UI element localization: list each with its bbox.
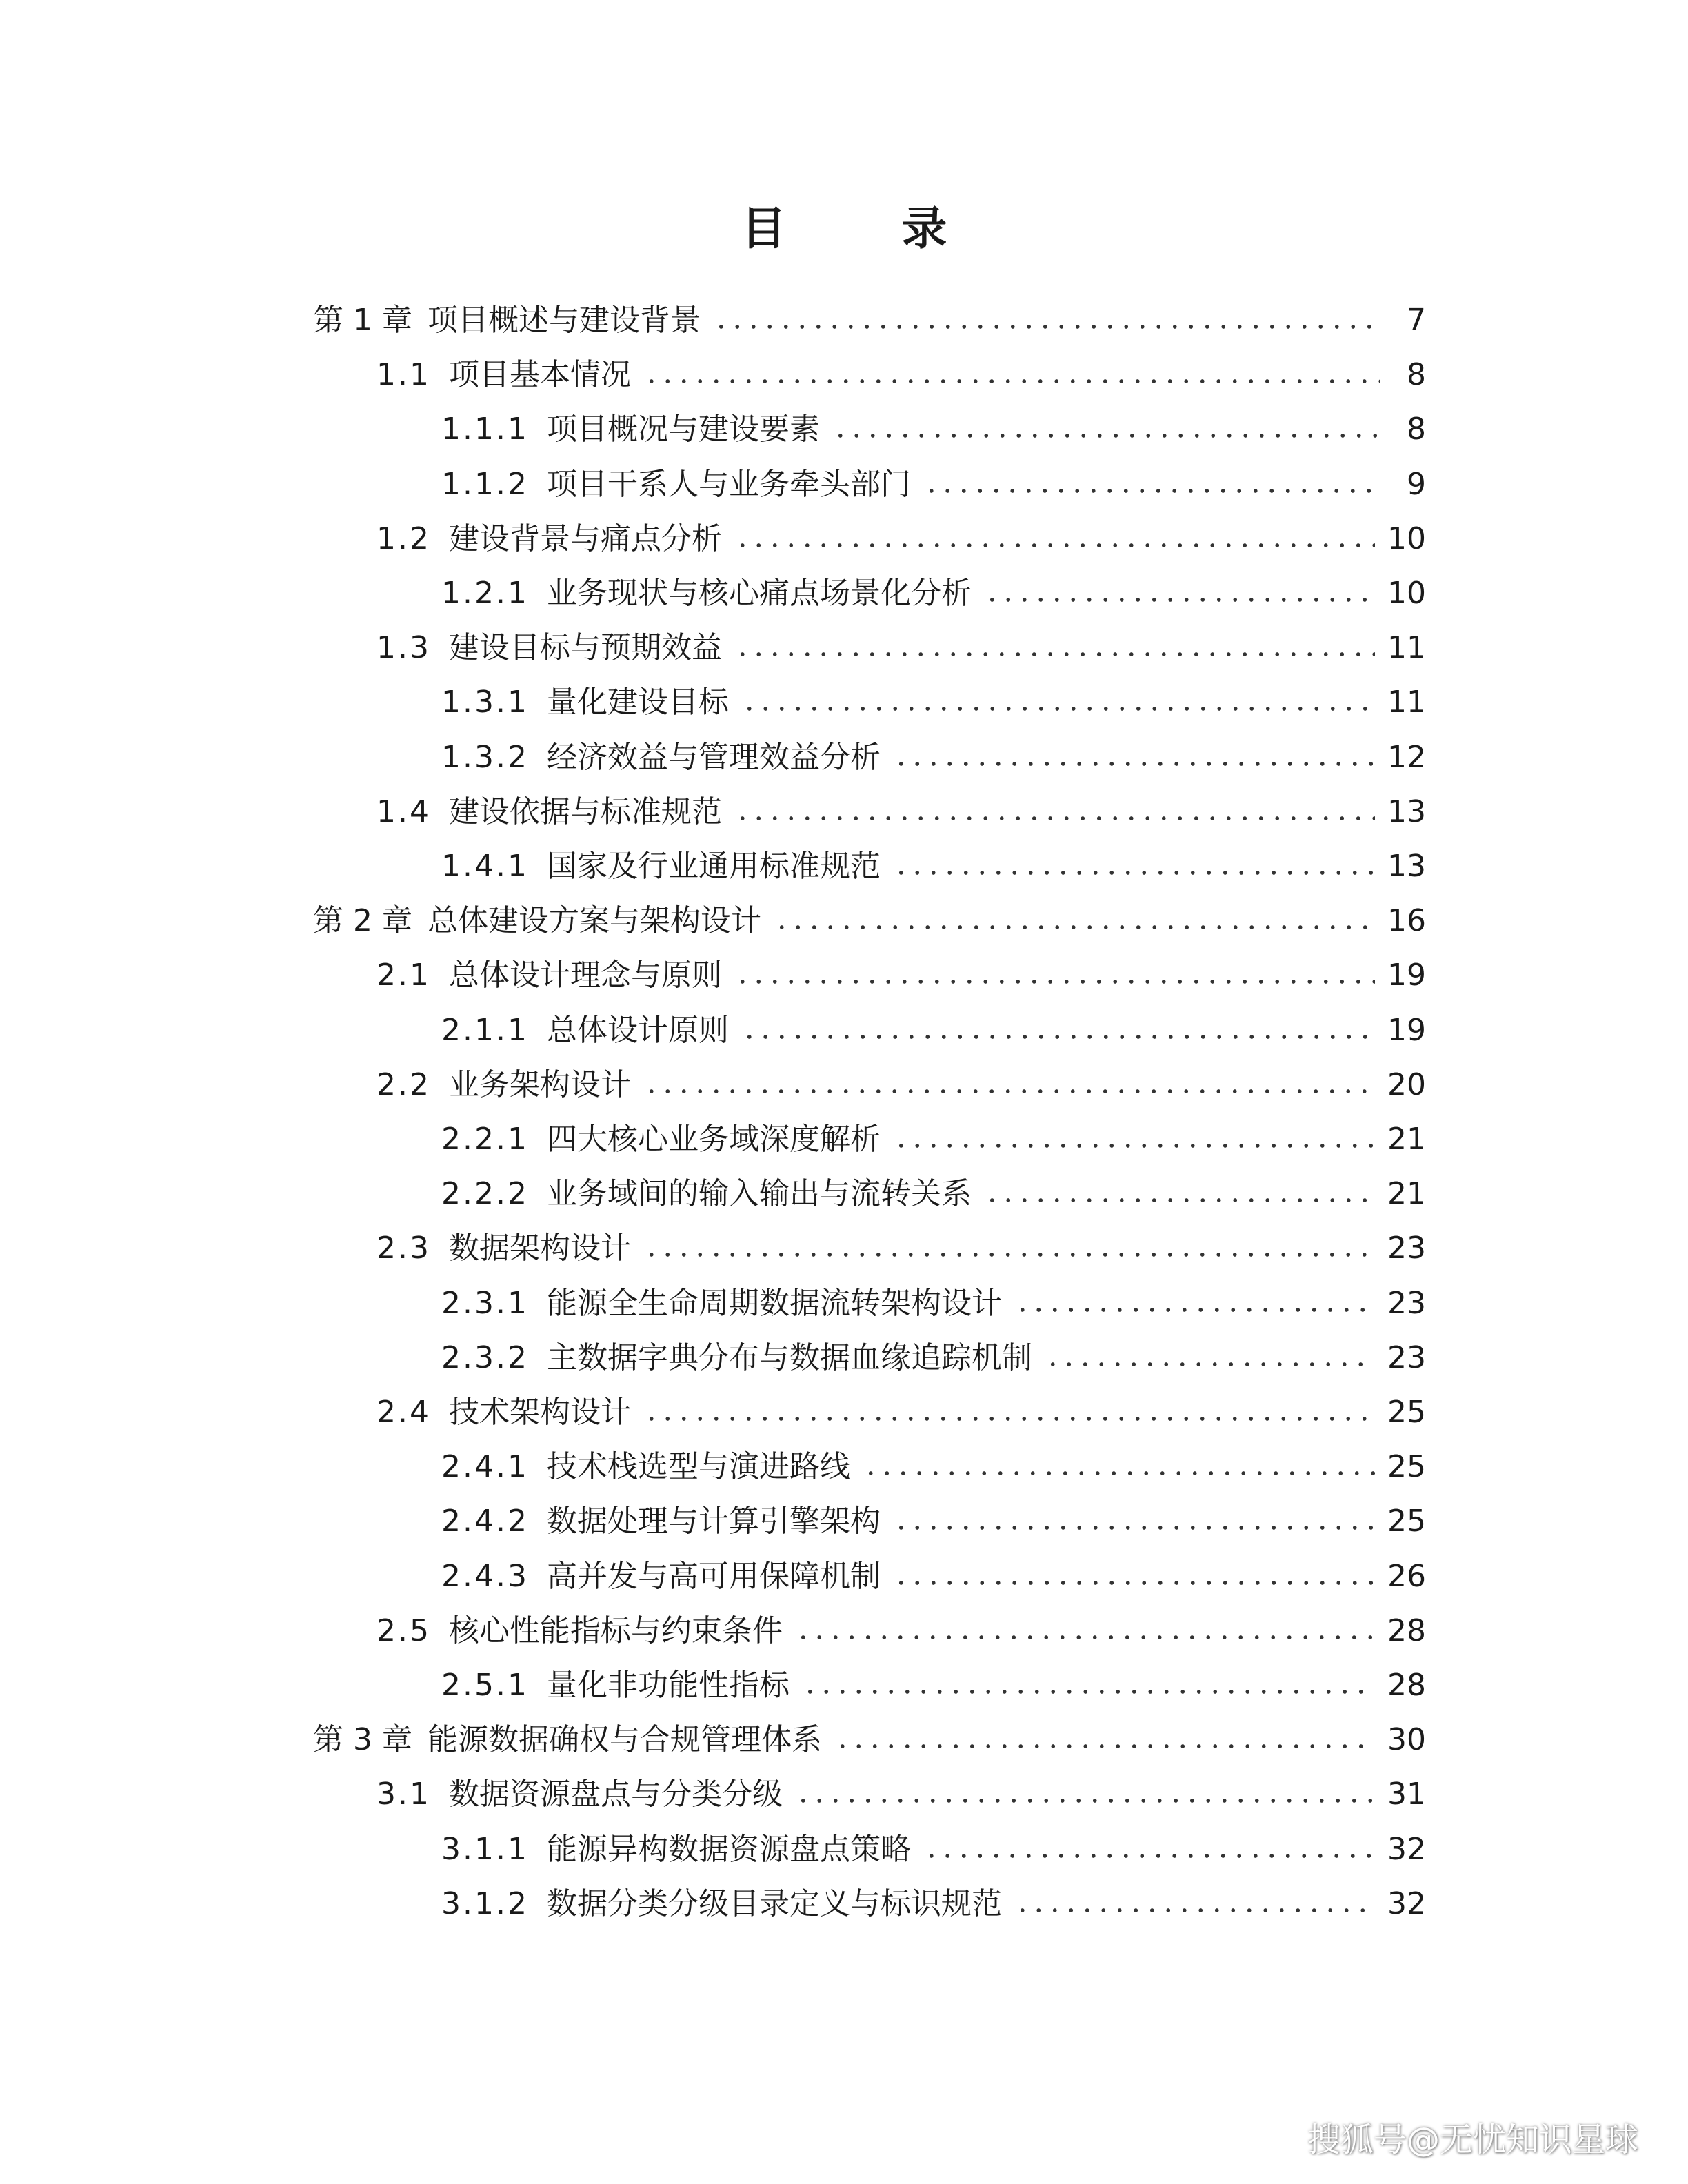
toc-entry-number: 2.4.1	[441, 1449, 529, 1485]
toc-entry-page-number: 13	[1387, 849, 1426, 884]
toc-entry-number: 2.5.1	[441, 1668, 529, 1703]
toc-entry-page-number: 25	[1387, 1449, 1426, 1485]
toc-entry-number: 第 1 章	[313, 303, 412, 338]
toc-dot-leader	[832, 433, 1380, 438]
toc-entry[interactable]	[376, 624, 1426, 672]
toc-dot-leader	[795, 1635, 1375, 1640]
toc-entry[interactable]	[376, 951, 1426, 1000]
toc-dot-leader	[643, 378, 1380, 384]
toc-entry-title: 能源全生命周期数据流转架构设计	[546, 1285, 1002, 1321]
toc-entry-number: 1.4.1	[441, 849, 529, 884]
toc-entry-page-number: 8	[1407, 357, 1426, 393]
toc-dot-leader	[795, 1798, 1375, 1803]
toc-entry[interactable]	[441, 842, 1426, 891]
toc-entry[interactable]	[441, 1661, 1426, 1710]
toc-entry-number: 2.2.1	[441, 1122, 529, 1157]
toc-dot-leader	[923, 1853, 1375, 1859]
toc-entry-title: 业务现状与核心痛点场景化分析	[546, 576, 972, 611]
toc-entry-title: 总体设计原则	[546, 1012, 729, 1048]
toc-entry-number: 2.1	[376, 958, 431, 993]
toc-entry[interactable]	[313, 296, 1426, 345]
toc-entry-title: 量化非功能性指标	[546, 1668, 790, 1703]
toc-entry-number: 2.4	[376, 1395, 431, 1430]
toc-dot-leader	[741, 1034, 1375, 1040]
toc-entry-number: 2.5	[376, 1612, 431, 1648]
toc-entry-page-number: 23	[1387, 1339, 1426, 1375]
toc-dot-leader	[1045, 1362, 1375, 1367]
toc-entry-title: 四大核心业务域深度解析	[546, 1122, 881, 1157]
toc-entry-number: 1.3	[376, 630, 431, 666]
toc-entry-number: 2.3	[376, 1231, 431, 1266]
toc-entry[interactable]	[441, 1553, 1426, 1601]
toc-dot-leader	[741, 706, 1375, 711]
toc-entry[interactable]	[376, 1770, 1426, 1819]
toc-entry-title: 主数据字典分布与数据血缘追踪机制	[546, 1339, 1032, 1375]
toc-entry[interactable]	[441, 1334, 1426, 1382]
toc-entry[interactable]	[376, 351, 1426, 399]
toc-entry-page-number: 10	[1387, 520, 1426, 556]
toc-entry-page-number: 28	[1387, 1612, 1426, 1648]
toc-dot-leader	[643, 1252, 1375, 1257]
toc-entry[interactable]	[441, 461, 1426, 509]
toc-entry-page-number: 19	[1387, 958, 1426, 993]
toc-entry-title: 总体建设方案与架构设计	[427, 903, 761, 939]
toc-dot-leader	[734, 816, 1375, 821]
toc-entry-title: 数据处理与计算引擎架构	[546, 1504, 881, 1539]
page-title: 目 录	[741, 202, 997, 255]
toc-entry-number: 2.4.3	[441, 1558, 529, 1594]
toc-entry[interactable]	[441, 1497, 1426, 1546]
toc-entry-number: 2.4.2	[441, 1504, 529, 1539]
toc-dot-leader	[734, 543, 1375, 548]
toc-entry-title: 项目概述与建设背景	[427, 303, 701, 338]
toc-entry-title: 总体设计理念与原则	[448, 958, 722, 993]
toc-entry-title: 技术架构设计	[448, 1395, 631, 1430]
toc-entry[interactable]	[376, 1388, 1426, 1437]
toc-dot-leader	[1014, 1307, 1375, 1313]
toc-entry-page-number: 11	[1387, 685, 1426, 720]
toc-entry[interactable]	[376, 1224, 1426, 1273]
toc-dot-leader	[863, 1470, 1375, 1476]
toc-entry[interactable]	[441, 1880, 1426, 1928]
toc-entry-page-number: 21	[1387, 1122, 1426, 1157]
toc-entry-page-number: 23	[1387, 1285, 1426, 1321]
toc-dot-leader	[923, 488, 1380, 494]
toc-entry-title: 国家及行业通用标准规范	[546, 849, 881, 884]
toc-entry-number: 第 3 章	[313, 1722, 412, 1758]
toc-entry-page-number: 23	[1387, 1231, 1426, 1266]
toc-entry-number: 2.3.2	[441, 1339, 529, 1375]
toc-entry-number: 2.2	[376, 1066, 431, 1102]
toc-entry-page-number: 19	[1387, 1012, 1426, 1048]
toc-dot-leader	[893, 761, 1375, 767]
toc-dot-leader	[893, 870, 1375, 876]
toc-entry-title: 高并发与高可用保障机制	[546, 1558, 881, 1594]
toc-entry-number: 2.2.2	[441, 1176, 529, 1212]
toc-dot-leader	[893, 1525, 1375, 1530]
toc-entry-title: 经济效益与管理效益分析	[546, 739, 881, 775]
toc-entry-title: 项目干系人与业务牵头部门	[546, 466, 911, 502]
toc-entry[interactable]	[376, 788, 1426, 836]
toc-entry-title: 能源异构数据资源盘点策略	[546, 1831, 911, 1867]
toc-entry[interactable]	[441, 678, 1426, 727]
toc-entry-number: 1.3.2	[441, 739, 529, 775]
toc-entry-page-number: 21	[1387, 1176, 1426, 1212]
toc-entry[interactable]	[441, 1443, 1426, 1491]
toc-entry-page-number: 9	[1407, 466, 1426, 502]
toc-dot-leader	[774, 924, 1375, 930]
toc-entry-number: 3.1.2	[441, 1885, 529, 1921]
toc-entry-title: 项目基本情况	[448, 357, 631, 393]
toc-entry-number: 2.3.1	[441, 1285, 529, 1321]
toc-entry-page-number: 7	[1407, 303, 1426, 338]
toc-entry-page-number: 25	[1387, 1504, 1426, 1539]
toc-entry-title: 建设背景与痛点分析	[448, 520, 722, 556]
toc-entry-number: 3.1.1	[441, 1831, 529, 1867]
toc-entry-title: 建设目标与预期效益	[448, 630, 722, 666]
toc-dot-leader	[893, 1580, 1375, 1586]
toc-entry-page-number: 26	[1387, 1558, 1426, 1594]
toc-entry[interactable]	[441, 569, 1426, 618]
toc-entry-page-number: 8	[1407, 412, 1426, 447]
toc-entry-number: 2.1.1	[441, 1012, 529, 1048]
toc-entry-page-number: 30	[1387, 1722, 1426, 1758]
toc-entry[interactable]	[441, 1280, 1426, 1328]
toc-entry-page-number: 13	[1387, 793, 1426, 829]
toc-dot-leader	[643, 1416, 1375, 1422]
toc-entry-title: 量化建设目标	[546, 685, 729, 720]
toc-entry[interactable]	[313, 897, 1426, 945]
toc-entry-title: 建设依据与标准规范	[448, 793, 722, 829]
toc-entry-page-number: 11	[1387, 630, 1426, 666]
toc-entry-title: 技术栈选型与演进路线	[546, 1449, 850, 1485]
toc-entry[interactable]	[376, 515, 1426, 563]
toc-entry-number: 1.2.1	[441, 576, 529, 611]
toc-entry-page-number: 10	[1387, 576, 1426, 611]
toc-entry-title: 数据架构设计	[448, 1231, 631, 1266]
toc-dot-leader	[802, 1689, 1375, 1695]
toc-dot-leader	[643, 1089, 1375, 1094]
toc-dot-leader	[734, 651, 1375, 657]
toc-entry-page-number: 25	[1387, 1395, 1426, 1430]
toc-entry-page-number: 20	[1387, 1066, 1426, 1102]
toc-entry[interactable]	[441, 1007, 1426, 1055]
toc-entry-page-number: 16	[1387, 903, 1426, 939]
toc-entry-page-number: 28	[1387, 1668, 1426, 1703]
toc-entry-number: 3.1	[376, 1777, 431, 1812]
toc-entry-title: 项目概况与建设要素	[546, 412, 820, 447]
toc-dot-leader	[734, 979, 1375, 984]
toc-entry-title: 业务架构设计	[448, 1066, 631, 1102]
toc-entry[interactable]	[441, 405, 1426, 454]
toc-entry-number: 1.3.1	[441, 685, 529, 720]
toc-dot-leader	[984, 1197, 1375, 1203]
toc-entry[interactable]	[313, 1716, 1426, 1764]
toc-entry[interactable]	[441, 1826, 1426, 1874]
toc-entry-number: 第 2 章	[313, 903, 412, 939]
toc-entry-number: 1.4	[376, 793, 431, 829]
toc-dot-leader	[713, 324, 1380, 330]
toc-entry-title: 能源数据确权与合规管理体系	[427, 1722, 822, 1758]
toc-entry-number: 1.1.1	[441, 412, 529, 447]
toc-entry-title: 数据分类分级目录定义与标识规范	[546, 1885, 1002, 1921]
toc-entry-page-number: 31	[1387, 1777, 1426, 1812]
toc-entry-title: 核心性能指标与约束条件	[448, 1612, 783, 1648]
toc-entry-number: 1.2	[376, 520, 431, 556]
toc-entry-title: 数据资源盘点与分类分级	[448, 1777, 783, 1812]
toc-entry[interactable]	[441, 1115, 1426, 1164]
toc-entry[interactable]	[376, 1607, 1426, 1655]
watermark: 搜狐号@无忧知识星球	[1307, 2121, 1638, 2159]
toc-dot-leader	[834, 1743, 1375, 1749]
toc-entry-page-number: 12	[1387, 739, 1426, 775]
toc-entry-page-number: 32	[1387, 1831, 1426, 1867]
toc-dot-leader	[893, 1143, 1375, 1149]
toc-dot-leader	[984, 597, 1375, 603]
toc-entry[interactable]	[441, 1170, 1426, 1218]
toc-entry[interactable]	[441, 734, 1426, 782]
toc-entry-number: 1.1	[376, 357, 431, 393]
toc-dot-leader	[1014, 1908, 1375, 1913]
toc-entry[interactable]	[376, 1061, 1426, 1109]
toc-entry-title: 业务域间的输入输出与流转关系	[546, 1176, 972, 1212]
toc-entry-page-number: 32	[1387, 1885, 1426, 1921]
toc-entry-number: 1.1.2	[441, 466, 529, 502]
